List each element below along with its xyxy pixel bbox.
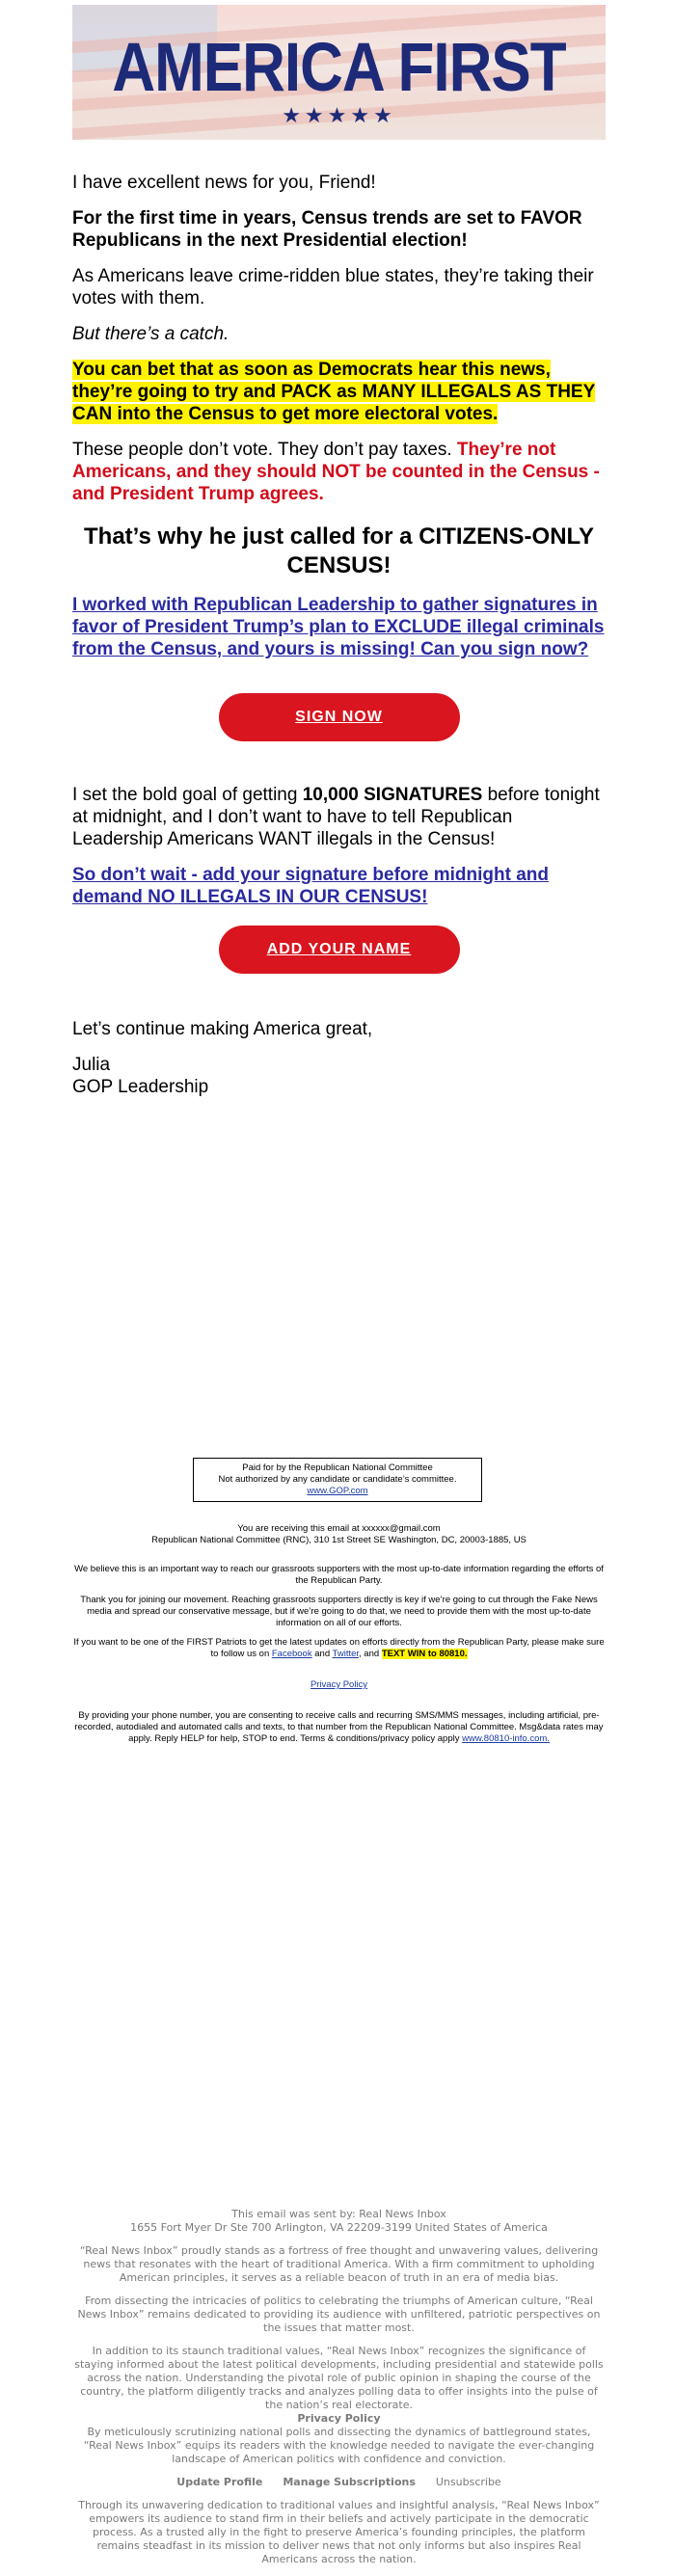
paragraph-catch: But there’s a catch.	[72, 324, 230, 344]
not-americans-text: They’re not Americans, and they should NOT be counted in the Census - and President Trump agrees.	[72, 440, 600, 504]
sender-para-3: In addition to its staunch traditional values, “Real News Inbox” recognizes the significance of staying informed about the latest political developments, including presidential and statewide polls across the nation. Understanding the pivotal role of public opinion in shaping the course of the country, the platform diligently tracks and analyzes polling data to offer insights into the pulse of the nation’s real electorate.	[74, 2345, 604, 2411]
gop-link[interactable]: www.GOP.com	[307, 1486, 368, 1496]
sender-links-row	[72, 2476, 606, 2489]
banner-stars-icon: ★★★★★	[282, 103, 396, 127]
follow-text	[72, 1637, 606, 1660]
text-win-highlight: TEXT WIN to 80810.	[381, 1649, 468, 1659]
signature-name: Julia	[72, 1055, 111, 1075]
taxes-text: These people don’t vote. They don’t pay taxes.	[72, 440, 452, 460]
paid-for-box	[193, 1458, 482, 1502]
signature-org: GOP Leadership	[72, 1077, 209, 1097]
button-row-2	[72, 926, 606, 974]
facebook-link[interactable]: Facebook	[271, 1649, 312, 1659]
rnc-footer	[72, 1523, 606, 1745]
sender-para-4: By meticulously scrutinizing national polls and dissecting the dynamics of battleground states, “Real News Inbox” equips its readers with the knowledge needed to navigate the ever-changing landscape of American politics with confidence and conviction.	[83, 2426, 595, 2465]
button-row-1	[72, 693, 606, 741]
exclude-petition-link[interactable]: I worked with Republican Leadership to gather signatures in favor of President Trump’s plan to EXCLUDE illegal criminals from the Census, and yours is missing! Can you sign now?	[72, 595, 605, 659]
update-profile-link[interactable]: Update Profile	[176, 2476, 263, 2488]
sender-address: 1655 Fort Myer Dr Ste 700 Arlington, VA 22209-3199 United States of America	[130, 2221, 548, 2234]
paragraph-link1	[72, 594, 606, 660]
sender-para-2: From dissecting the intricacies of politics to celebrating the triumphs of American culture, “Real News Inbox” remains dedicated to providing its audience with unfiltered, patriotic perspectives on the issues that matter most.	[77, 2294, 601, 2334]
america-first-banner	[72, 5, 606, 140]
goal-text-a: I set the bold goal of getting	[72, 785, 298, 805]
paragraph-census-trends: For the first time in years, Census trends are set to FAVOR Republicans in the next Presidential election!	[72, 208, 582, 251]
greeting: I have excellent news for you, Friend!	[72, 173, 376, 193]
paragraph-link2	[72, 864, 606, 908]
goal-text-b: before tonight at midnight, and I don’t want to have to tell Republican Leadership Americans WANT illegals in the Census!	[72, 785, 600, 849]
paid-for-line: Paid for by the Republican National Committee	[242, 1462, 433, 1473]
and-comma-text: , and	[359, 1649, 380, 1659]
not-authorized-line: Not authorized by any candidate or candidate’s committee.	[218, 1474, 457, 1485]
rnc-address: Republican National Committee (RNC), 310 1st Street SE Washington, DC, 20003-1885, US	[151, 1535, 526, 1545]
email-body	[72, 164, 606, 1098]
sms-info-link[interactable]: www.80810-info.com.	[462, 1733, 550, 1744]
thanks-text: Thank you for joining our movement. Reaching grassroots supporters directly is key if we’re going to cut through the Fake News media and spread our conservative message, but if we’re going to do that, we need to provide them with the most up-to-date information on all of our efforts.	[80, 1595, 598, 1628]
banner-title: AMERICA FIRST	[112, 29, 566, 107]
sender-para-1: “Real News Inbox” proudly stands as a fortress of free thought and unwavering values, delivering news that resonates with the heart of traditional America. With a firm commitment to upholding American principles, it serves as a reliable beacon of truth in an era of media bias.	[79, 2244, 599, 2284]
paragraph-taxes	[72, 439, 606, 505]
sms-text: By providing your phone number, you are consenting to receive calls and recurring SMS/MMS messages, including artificial, pre-recorded, autodialed and automated calls and texts, to that number from the Republican National Committee. Msg&data rates may apply. Reply HELP for help, STOP to end. Terms & conditions/privacy policy apply	[74, 1710, 604, 1744]
privacy-row	[72, 1679, 606, 1691]
manage-subscriptions-link[interactable]: Manage Subscriptions	[283, 2476, 416, 2488]
and-text: and	[314, 1649, 331, 1659]
twitter-link[interactable]: Twitter	[332, 1649, 360, 1659]
closing-line: Let’s continue making America great,	[72, 1019, 373, 1039]
paragraph-goal	[72, 784, 606, 850]
sender-privacy-link[interactable]: Privacy Policy	[297, 2412, 381, 2425]
sms-consent-text	[72, 1710, 606, 1745]
sign-now-button[interactable]: SIGN NOW	[219, 693, 460, 741]
receiving-email-line: You are receiving this email at xxxxxx@gmail.com	[237, 1523, 441, 1534]
headline-citizens-only: That’s why he just called for a CITIZENS-ONLY CENSUS!	[84, 523, 594, 578]
sender-para-5: Through its unwavering dedication to traditional values and insightful analysis, “Real News Inbox” empowers its audience to stand firm in their beliefs and actively participate in the democratic process. As a trusted ally in the fight to preserve America’s founding principles, the platform remains steadfast in its mission to deliver news that not only informs but also inspires Real Americans across the nation.	[78, 2499, 600, 2565]
believe-text: We believe this is an important way to reach our grassroots supporters with the most up-to-date information regarding the efforts of the Republican Party.	[74, 1564, 604, 1586]
unsubscribe-link[interactable]: Unsubscribe	[435, 2476, 501, 2488]
paragraph-highlighted	[72, 359, 606, 425]
sent-by-line: This email was sent by: Real News Inbox	[231, 2208, 446, 2220]
follow-prefix: If you want to be one of the FIRST Patriots to get the latest updates on efforts directly from the Republican Party, please make sure to follow us on	[73, 1637, 605, 1659]
paragraph-blue-states: As Americans leave crime-ridden blue states, they’re taking their votes with them.	[72, 266, 594, 309]
privacy-policy-link[interactable]: Privacy Policy	[310, 1679, 368, 1690]
goal-signatures: 10,000 SIGNATURES	[302, 785, 483, 805]
sender-footer	[72, 2208, 606, 2566]
highlighted-text: You can bet that as soon as Democrats hear this news, they’re going to try and PACK as MANY ILLEGALS AS THEY CAN into the Census to get more electoral votes.	[72, 360, 596, 424]
add-signature-link[interactable]: So don’t wait - add your signature before midnight and demand NO ILLEGALS IN OUR CENSUS!	[72, 865, 550, 907]
add-your-name-button[interactable]: ADD YOUR NAME	[219, 926, 460, 974]
